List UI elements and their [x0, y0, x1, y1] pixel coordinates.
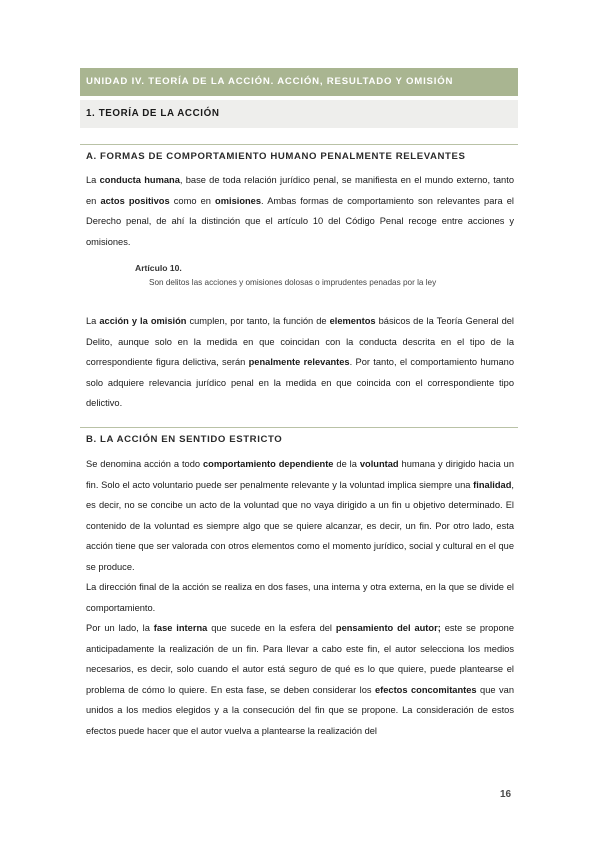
text-run: . Ambas formas de comportamiento son relevantes para el Derecho penal, de ahí la distinción que el artículo 10 del Código Penal recoge entre acciones y omisiones. [86, 195, 514, 247]
text-run: humana y dirigido hacia un fin. Solo el acto voluntario puede ser penalmente relevante y la voluntad implica siempre una [86, 459, 515, 490]
bold-text-run: voluntad [359, 459, 399, 469]
bold-text-run: fase interna [153, 623, 208, 633]
text-run: de la [333, 459, 360, 469]
bold-text-run: omisiones [215, 195, 262, 206]
bold-text-run: conducta humana [99, 175, 180, 185]
text-run: como en [169, 195, 216, 206]
text-run: La [86, 316, 100, 326]
paragraph-a1 [86, 170, 514, 252]
text-run: Por un lado, la [86, 623, 154, 633]
subsection-a-title: A. FORMAS DE COMPORTAMIENTO HUMANO PENALMENTE RELEVANTES [80, 144, 518, 162]
text-run: cumplen, por tanto, la función de [186, 316, 330, 326]
bold-text-run: penalmente relevantes [248, 357, 350, 367]
text-run: , es decir, no se concibe un acto de la voluntad que no vaya dirigido a un fin u objetivo determinado. El contenido de la voluntad es siempre algo que se quiere alcanzar, es decir, un fin. Por otro lado, esta acción tiene que ser valorada con otros elementos como el momento jurídico, social y cultural en el que se produce. [86, 479, 514, 572]
page-number: 16 [500, 789, 512, 800]
paragraph-b3 [86, 618, 514, 741]
text-run: básicos de la Teoría General del Delito, aunque solo en la medida en que coincidan con la conducta descrita en el tipo de la correspondiente figura delictiva, serán [86, 316, 514, 367]
paragraph-b1 [86, 454, 514, 577]
bold-text-run: efectos concomitantes [374, 684, 477, 695]
section-title: 1. TEORÍA DE LA ACCIÓN [80, 100, 518, 128]
bold-text-run: elementos [329, 316, 376, 326]
text-run: La dirección final de la acción se realiza en dos fases, una interna y otra externa, en la que se divide el comportamiento. [86, 582, 514, 613]
bold-text-run: finalidad [473, 479, 512, 490]
bold-text-run: acción y la omisión [99, 316, 187, 326]
bold-text-run: pensamiento del autor; [335, 623, 441, 633]
text-run: que sucede en la esfera del [207, 623, 336, 633]
subsection-b-title: B. LA ACCIÓN EN SENTIDO ESTRICTO [80, 427, 518, 445]
bold-text-run: actos positivos [100, 195, 170, 206]
text-run: La [86, 175, 100, 185]
text-run: . Por tanto, el comportamiento humano solo adquiere relevancia jurídico penal en la medida en que coincida con el correspondiente tipo delictivo. [86, 357, 514, 408]
quote-body: Son delitos las acciones y omisiones dolosas o imprudentes penadas por la ley [149, 278, 437, 287]
bold-text-run: comportamiento dependiente [202, 459, 334, 469]
paragraph-a2 [86, 311, 514, 414]
text-run: Se denomina acción a todo [86, 459, 203, 469]
text-run: que van unidos a los medios elegidos y a la consecución del fin que se propone. La consideración de estos efectos puede hacer que el autor vuelva a plantearse la realización del [86, 684, 514, 736]
paragraph-b2 [86, 577, 514, 618]
text-run: , base de toda relación jurídico penal, se manifiesta en el mundo externo, tanto en [86, 175, 514, 206]
text-run: este se propone anticipadamente la realización de un fin. Para llevar a cabo este fin, el autor selecciona los medios necesarios, es decir, solo cuando el autor está seguro de qué es lo que quiere, puede plantearse el problema de cómo lo quiere. En esta fase, se deben considerar los [86, 623, 514, 695]
quote-title: Artículo 10. [135, 263, 182, 273]
unit-title-banner: UNIDAD IV. TEORÍA DE LA ACCIÓN. ACCIÓN, RESULTADO Y OMISIÓN [80, 68, 518, 96]
